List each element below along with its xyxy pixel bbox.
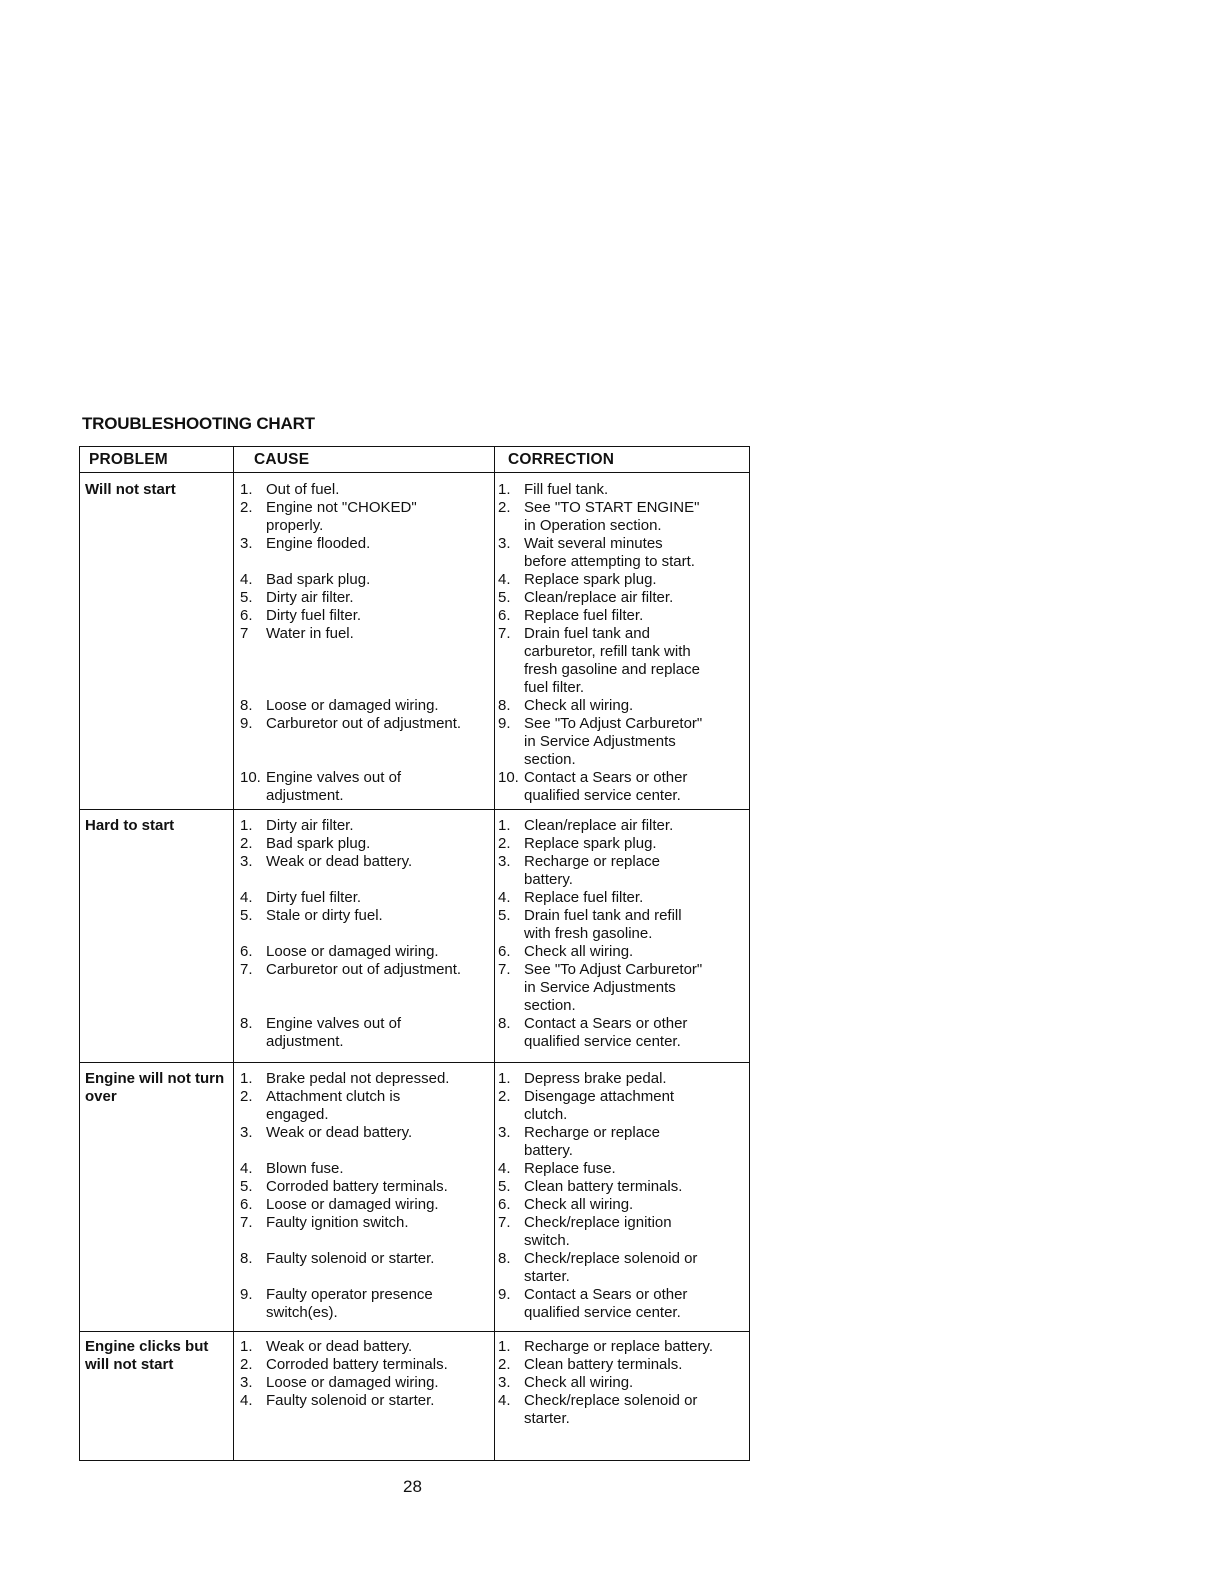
item-number: 4. <box>498 1160 511 1177</box>
item-text: adjustment. <box>266 1033 344 1050</box>
item-number: 3. <box>498 535 511 552</box>
item-number: 5. <box>498 1178 511 1195</box>
item-text: starter. <box>524 1268 570 1285</box>
item-number: 9. <box>498 715 511 732</box>
item-text: Recharge or replace battery. <box>524 1338 713 1355</box>
item-number: 8. <box>498 697 511 714</box>
item-number: 4. <box>240 889 253 906</box>
item-number: 3. <box>240 535 253 552</box>
item-number: 6. <box>240 1196 253 1213</box>
item-text: Wait several minutes <box>524 535 663 552</box>
row-divider <box>80 1331 749 1332</box>
item-text: Contact a Sears or other <box>524 1015 688 1032</box>
header-problem: PROBLEM <box>89 451 168 468</box>
column-divider <box>233 447 234 1460</box>
problem-cell: Engine will not turn over <box>85 1070 225 1105</box>
item-text: Dirty fuel filter. <box>266 889 362 906</box>
item-number: 3. <box>240 1124 253 1141</box>
item-text: Check/replace solenoid or <box>524 1250 698 1267</box>
item-text: Recharge or replace <box>524 853 660 870</box>
item-number: 1. <box>498 1338 511 1355</box>
item-text: See "TO START ENGINE" <box>524 499 700 516</box>
item-text: Loose or damaged wiring. <box>266 1374 439 1391</box>
item-text: Check all wiring. <box>524 943 634 960</box>
item-text: fuel filter. <box>524 679 585 696</box>
item-text: Weak or dead battery. <box>266 1338 413 1355</box>
item-text: Engine valves out of <box>266 769 402 786</box>
item-text: in Service Adjustments <box>524 733 676 750</box>
item-text: before attempting to start. <box>524 553 695 570</box>
item-text: Loose or damaged wiring. <box>266 697 439 714</box>
chart-title: TROUBLESHOOTING CHART <box>82 414 315 433</box>
item-text: Drain fuel tank and <box>524 625 650 642</box>
item-text: Corroded battery terminals. <box>266 1356 448 1373</box>
item-text: Clean/replace air filter. <box>524 589 674 606</box>
item-number: 2. <box>240 1088 253 1105</box>
item-number: 2. <box>240 499 253 516</box>
item-text: Loose or damaged wiring. <box>266 943 439 960</box>
item-number: 5. <box>498 589 511 606</box>
item-text: Loose or damaged wiring. <box>266 1196 439 1213</box>
item-number: 7. <box>240 1214 253 1231</box>
item-text: Bad spark plug. <box>266 835 371 852</box>
item-text: Disengage attachment <box>524 1088 675 1105</box>
item-number: 7. <box>498 625 511 642</box>
item-text: qualified service center. <box>524 1304 681 1321</box>
item-number: 1. <box>240 817 253 834</box>
item-number: 5. <box>240 1178 253 1195</box>
item-text: Brake pedal not depressed. <box>266 1070 450 1087</box>
item-text: Check/replace ignition <box>524 1214 672 1231</box>
item-text: in Operation section. <box>524 517 662 534</box>
item-number: 5. <box>240 907 253 924</box>
problem-cell: Hard to start <box>85 817 175 834</box>
item-text: adjustment. <box>266 787 344 804</box>
item-text: clutch. <box>524 1106 568 1123</box>
item-text: Carburetor out of adjustment. <box>266 715 462 732</box>
item-number: 5. <box>240 589 253 606</box>
item-text: Carburetor out of adjustment. <box>266 961 462 978</box>
problem-cell: Engine clicks but will not start <box>85 1338 209 1373</box>
item-number: 7 <box>240 625 249 642</box>
item-text: Clean battery terminals. <box>524 1356 683 1373</box>
item-text: battery. <box>524 1142 573 1159</box>
item-text: engaged. <box>266 1106 329 1123</box>
item-text: Attachment clutch is <box>266 1088 401 1105</box>
item-text: Contact a Sears or other <box>524 769 688 786</box>
page-number: 28 <box>403 1477 422 1496</box>
item-text: Clean battery terminals. <box>524 1178 683 1195</box>
item-text: Replace fuel filter. <box>524 607 644 624</box>
item-number: 10. <box>240 769 261 786</box>
item-text: Clean/replace air filter. <box>524 817 674 834</box>
item-text: Blown fuse. <box>266 1160 344 1177</box>
item-text: properly. <box>266 517 324 534</box>
row-divider <box>80 809 749 810</box>
item-number: 7. <box>498 1214 511 1231</box>
item-text: Replace spark plug. <box>524 835 657 852</box>
item-text: carburetor, refill tank with <box>524 643 691 660</box>
item-number: 6. <box>498 1196 511 1213</box>
item-number: 9. <box>240 715 253 732</box>
table-header <box>80 447 749 473</box>
item-text: Check all wiring. <box>524 1374 634 1391</box>
item-number: 9. <box>498 1286 511 1303</box>
item-number: 2. <box>498 499 511 516</box>
item-text: Weak or dead battery. <box>266 1124 413 1141</box>
item-number: 6. <box>498 943 511 960</box>
item-text: Replace fuse. <box>524 1160 616 1177</box>
item-number: 3. <box>498 1374 511 1391</box>
item-text: Check all wiring. <box>524 1196 634 1213</box>
item-text: Depress brake pedal. <box>524 1070 667 1087</box>
item-text: section. <box>524 751 576 768</box>
item-text: Faulty solenoid or starter. <box>266 1250 435 1267</box>
item-number: 8. <box>240 1015 253 1032</box>
item-number: 1. <box>240 1070 253 1087</box>
problem-cell: Will not start <box>85 481 176 498</box>
item-text: in Service Adjustments <box>524 979 676 996</box>
item-text: Check all wiring. <box>524 697 634 714</box>
item-text: Recharge or replace <box>524 1124 660 1141</box>
item-text: Dirty air filter. <box>266 817 354 834</box>
item-number: 8. <box>240 697 253 714</box>
item-number: 7. <box>498 961 511 978</box>
item-text: starter. <box>524 1410 570 1427</box>
item-text: See "To Adjust Carburetor" <box>524 715 703 732</box>
item-text: Replace spark plug. <box>524 571 657 588</box>
item-number: 9. <box>240 1286 253 1303</box>
item-number: 5. <box>498 907 511 924</box>
item-text: qualified service center. <box>524 787 681 804</box>
item-number: 6. <box>498 607 511 624</box>
item-number: 10. <box>498 769 519 786</box>
item-number: 4. <box>240 1392 253 1409</box>
item-number: 8. <box>498 1250 511 1267</box>
item-text: section. <box>524 997 576 1014</box>
item-text: See "To Adjust Carburetor" <box>524 961 703 978</box>
item-text: Weak or dead battery. <box>266 853 413 870</box>
item-number: 3. <box>498 1124 511 1141</box>
item-number: 1. <box>498 1070 511 1087</box>
item-text: Faulty operator presence <box>266 1286 433 1303</box>
item-text: Corroded battery terminals. <box>266 1178 448 1195</box>
item-text: Stale or dirty fuel. <box>266 907 383 924</box>
item-text: switch. <box>524 1232 570 1249</box>
item-text: qualified service center. <box>524 1033 681 1050</box>
item-text: switch(es). <box>266 1304 338 1321</box>
item-text: Out of fuel. <box>266 481 340 498</box>
item-text: Check/replace solenoid or <box>524 1392 698 1409</box>
item-number: 8. <box>498 1015 511 1032</box>
item-text: Engine not "CHOKED" <box>266 499 417 516</box>
item-number: 8. <box>240 1250 253 1267</box>
item-number: 7. <box>240 961 253 978</box>
item-number: 4. <box>498 571 511 588</box>
item-text: Replace fuel filter. <box>524 889 644 906</box>
item-text: Engine valves out of <box>266 1015 402 1032</box>
item-text: fresh gasoline and replace <box>524 661 700 678</box>
troubleshooting-table <box>79 446 750 1461</box>
item-text: Drain fuel tank and refill <box>524 907 682 924</box>
column-divider <box>494 447 495 1460</box>
item-text: Dirty air filter. <box>266 589 354 606</box>
item-number: 1. <box>240 1338 253 1355</box>
item-text: Water in fuel. <box>266 625 354 642</box>
item-number: 4. <box>240 1160 253 1177</box>
item-number: 2. <box>498 1356 511 1373</box>
item-number: 1. <box>498 481 511 498</box>
header-correction: CORRECTION <box>508 451 615 468</box>
item-number: 6. <box>240 607 253 624</box>
item-number: 2. <box>498 835 511 852</box>
item-number: 6. <box>240 943 253 960</box>
item-text: Contact a Sears or other <box>524 1286 688 1303</box>
item-text: battery. <box>524 871 573 888</box>
item-number: 1. <box>498 817 511 834</box>
item-text: Fill fuel tank. <box>524 481 609 498</box>
item-text: Engine flooded. <box>266 535 371 552</box>
item-number: 2. <box>240 1356 253 1373</box>
item-number: 3. <box>498 853 511 870</box>
item-number: 4. <box>498 889 511 906</box>
item-number: 3. <box>240 1374 253 1391</box>
item-number: 4. <box>240 571 253 588</box>
item-number: 2. <box>240 835 253 852</box>
header-cause: CAUSE <box>254 451 310 468</box>
item-text: Faulty ignition switch. <box>266 1214 409 1231</box>
item-number: 3. <box>240 853 253 870</box>
item-text: Dirty fuel filter. <box>266 607 362 624</box>
item-number: 1. <box>240 481 253 498</box>
item-text: with fresh gasoline. <box>524 925 653 942</box>
item-number: 4. <box>498 1392 511 1409</box>
item-number: 2. <box>498 1088 511 1105</box>
item-text: Faulty solenoid or starter. <box>266 1392 435 1409</box>
row-divider <box>80 1062 749 1063</box>
item-text: Bad spark plug. <box>266 571 371 588</box>
